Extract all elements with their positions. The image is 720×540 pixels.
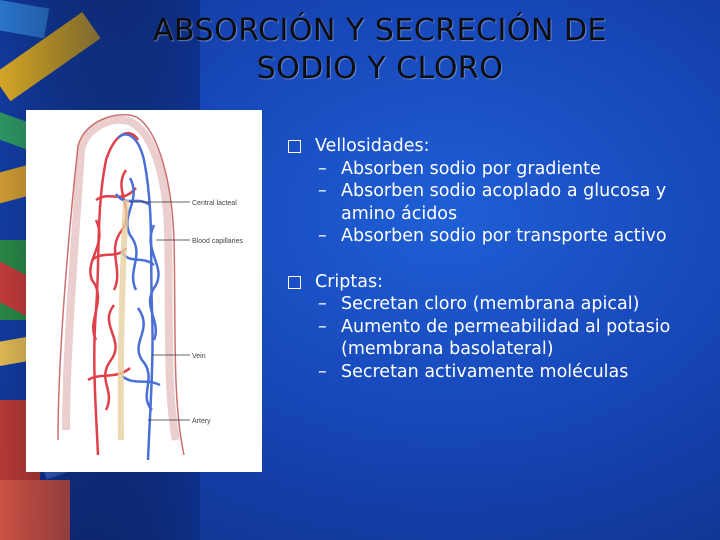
list-item (318, 316, 708, 361)
list-item-text: Absorben sodio por gradiente (341, 158, 601, 179)
villus-illustration (26, 110, 262, 472)
label-blood-capillaries: Blood capillaries (192, 238, 243, 245)
dash-marker: – (318, 226, 327, 246)
checkbox-icon (288, 140, 301, 153)
list-item-text: Absorben sodio por transporte activo (341, 226, 667, 246)
title-line-1: ABSORCIÓN Y SECRECIÓN DE (152, 13, 608, 48)
bullet-heading (288, 271, 708, 294)
villus-diagram (26, 110, 262, 472)
dash-marker: – (318, 294, 327, 314)
label-central-lacteal: Central lacteal (192, 200, 237, 207)
title-line-2: SODIO Y CLORO (256, 51, 504, 86)
bullet-group-vellosidades (288, 135, 708, 248)
list-item (318, 293, 708, 316)
label-artery: Artery (192, 418, 211, 425)
list-item-text: Absorben sodio acoplado a glucosa y amino ácidos (341, 181, 667, 224)
label-vein: Vein (192, 353, 206, 360)
dash-marker: – (318, 158, 327, 179)
list-item-text: Secretan activamente moléculas (341, 361, 629, 382)
dash-marker: – (318, 316, 327, 337)
slide-title (120, 12, 640, 88)
dash-marker: – (318, 181, 327, 201)
dash-marker: – (318, 361, 327, 382)
list-item (318, 225, 708, 248)
bullet-heading (288, 135, 708, 158)
bullet-label: Criptas: (315, 271, 383, 292)
list-item (318, 180, 708, 225)
checkbox-icon (288, 276, 301, 289)
list-item-text: Aumento de permeabilidad al potasio (membrana basolateral) (341, 316, 671, 359)
bullet-group-criptas (288, 271, 708, 384)
bullet-content (288, 135, 708, 406)
bullet-label: Vellosidades: (315, 136, 430, 156)
list-item (318, 361, 708, 384)
list-item (318, 158, 708, 181)
list-item-text: Secretan cloro (membrana apical) (341, 294, 640, 314)
